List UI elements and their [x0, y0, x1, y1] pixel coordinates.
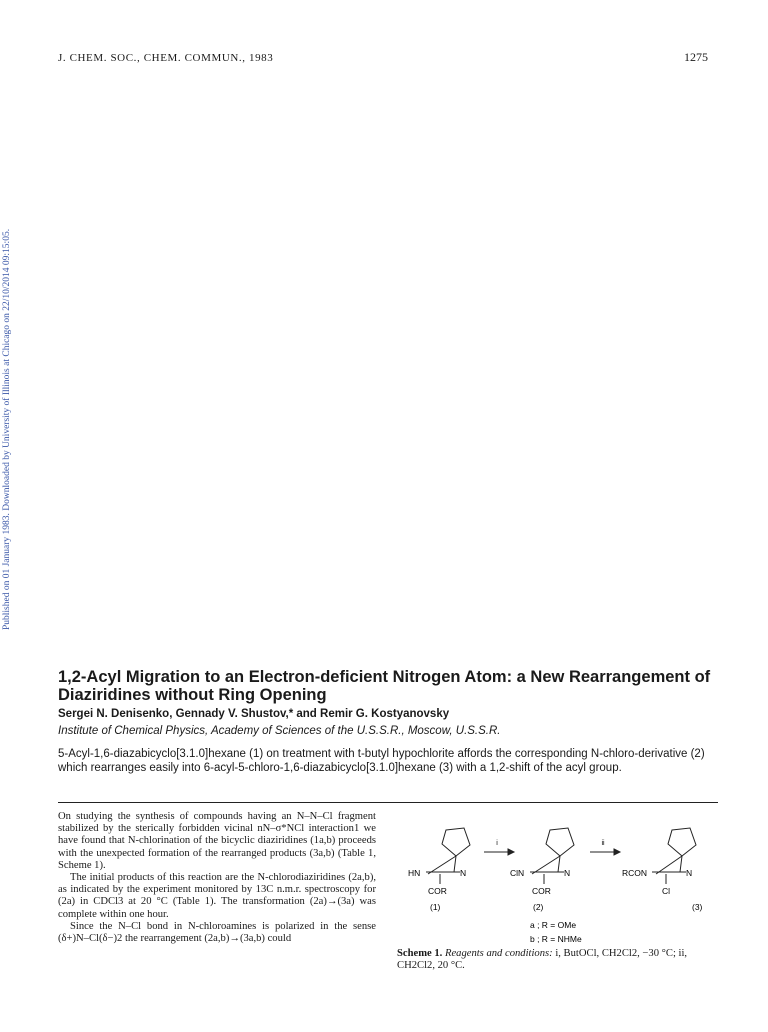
- scheme-caption-italic: Reagents and conditions:: [444, 948, 553, 959]
- s2-substituent: COR: [532, 886, 551, 896]
- s3-substituent: Cl: [662, 886, 671, 896]
- scheme-key-a: a ; R = OMe: [530, 920, 577, 930]
- arrow-1-label: i: [496, 840, 498, 847]
- s2-right-label: N: [564, 868, 571, 878]
- body-paragraph-2: The initial products of this reaction are the N-chlorodiaziridines (2a,b), as indicated by the experiment monitored by 13C n.m.r. spectroscopy for (2a) in CDCl3 at 20 °C (Table 1). The transformation (2a)→(3a) was complete within one hour.: [58, 872, 376, 920]
- s1-compound-number: (1): [430, 902, 441, 912]
- s3-left-label: RCON: [622, 868, 648, 878]
- s3-right-label: N: [686, 868, 693, 878]
- s1-right-label: N: [460, 868, 467, 878]
- download-watermark[interactable]: Published on 01 January 1983. Downloaded by University of Illinois at Chicago on 22/10/2014 09:15:05.: [2, 228, 12, 630]
- article-authors: Sergei N. Denisenko, Gennady V. Shustov,* and Remir G. Kostyanovsky: [58, 708, 450, 720]
- scheme-key-b: b ; R = NHMe: [530, 934, 582, 944]
- s1-left-label: HN: [408, 868, 421, 878]
- s1-substituent: COR: [428, 886, 447, 896]
- s2-left-label: ClN: [510, 868, 525, 878]
- scheme-caption: [397, 948, 717, 972]
- body-paragraph-3: Since the N–Cl bond in N-chloroamines is polarized in the sense (δ+)N–Cl(δ−)2 the rearrangement (2a,b)→(3a,b) could: [58, 920, 376, 945]
- page-number: 1275: [684, 50, 708, 64]
- s3-compound-number: (3): [692, 902, 703, 912]
- scheme-arrow-1: [484, 849, 514, 855]
- scheme-arrow-2: [590, 849, 620, 855]
- scheme-caption-label: Scheme 1.: [397, 948, 443, 959]
- body-text: [58, 811, 376, 945]
- article-abstract: 5-Acyl-1,6-diazabicyclo[3.1.0]hexane (1) on treatment with t-butyl hypochlorite affords the corresponding N-chloro-derivative (2) which rearranges easily into 6-acyl-5-chloro-1,6-diazabicyclo[3.1.0]hexane (3) with a 1,2-shift of the acyl group.: [58, 748, 705, 774]
- scheme-caption-text: i, ButOCl, CH2Cl2, −30 °C; ii, CH2Cl2, 20 °C.: [397, 948, 688, 971]
- article-title: 1,2-Acyl Migration to an Electron-deficient Nitrogen Atom: a New Rearrangement of Diaziridines without Ring Opening: [58, 668, 711, 704]
- section-divider: [58, 802, 718, 803]
- s2-compound-number: (2): [533, 902, 544, 912]
- arrow-2-label: ii: [601, 840, 605, 847]
- running-header: J. CHEM. SOC., CHEM. COMMUN., 1983: [58, 52, 274, 64]
- article-institute: Institute of Chemical Physics, Academy of Sciences of the U.S.S.R., Moscow, U.S.S.R.: [58, 725, 501, 737]
- body-paragraph-1: On studying the synthesis of compounds having an N–N–Cl fragment stabilized by the sterically forbidden vicinal nN–σ*NCl interaction1 we have found that N-chlorination of the bicyclic diaziridines (1a,b) proceeds with the unexpected formation of the rearranged products (3a,b) (Table 1, Scheme 1).: [58, 811, 376, 871]
